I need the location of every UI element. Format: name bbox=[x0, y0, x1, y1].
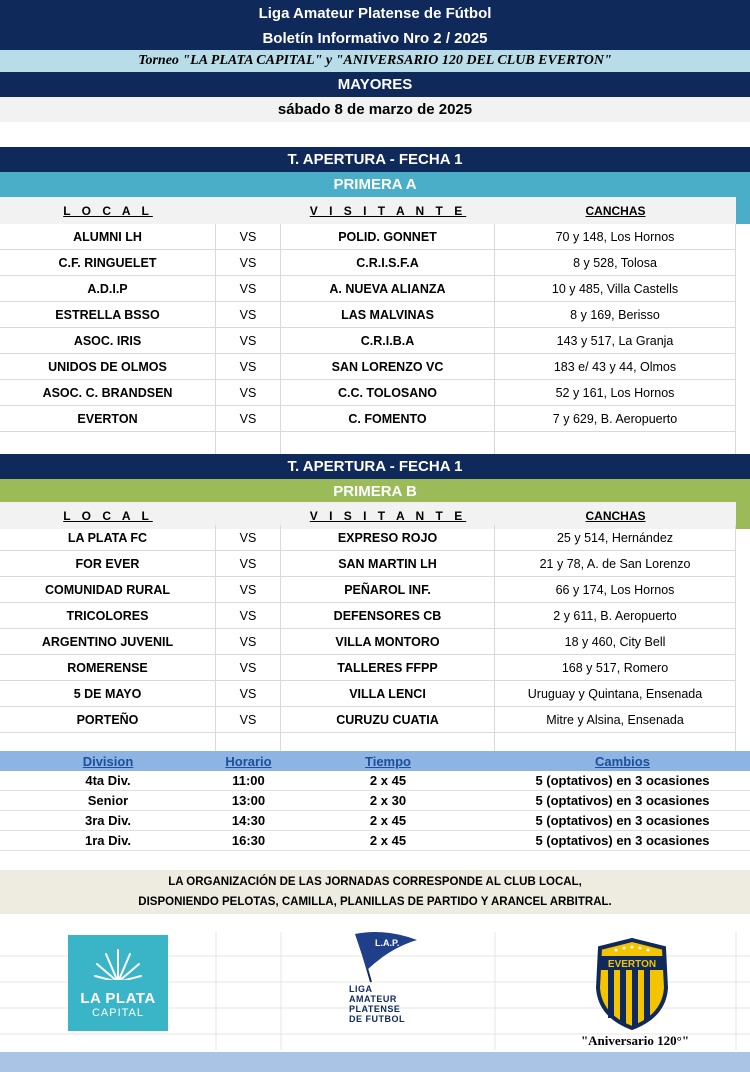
match-row bbox=[0, 406, 736, 432]
time-cell: 14:30 bbox=[231, 813, 266, 828]
col-local: L O C A L bbox=[63, 203, 153, 218]
visitor-team: C.C. TOLOSANO bbox=[281, 380, 495, 405]
vs-label: VS bbox=[216, 406, 281, 431]
vs-label: VS bbox=[216, 224, 281, 249]
local-team: ROMERENSE bbox=[0, 655, 216, 680]
match-row bbox=[0, 707, 736, 733]
division-cell: 1ra Div. bbox=[84, 833, 131, 848]
visitor-team: VILLA LENCI bbox=[281, 681, 495, 706]
vs-label: VS bbox=[216, 302, 281, 327]
lap-line-3: PLATENSE bbox=[349, 1004, 401, 1014]
match-date: sábado 8 de marzo de 2025 bbox=[0, 97, 750, 122]
visitor-team: C.R.I.S.F.A bbox=[281, 250, 495, 275]
everton-shield-icon bbox=[592, 938, 672, 1030]
lap-logo-text bbox=[349, 984, 405, 1024]
field-location: 21 y 78, A. de San Lorenzo bbox=[495, 551, 736, 576]
schedule-row bbox=[0, 771, 750, 791]
primera-b-title: PRIMERA B bbox=[0, 479, 750, 504]
visitor-team: SAN LORENZO VC bbox=[281, 354, 495, 379]
field-location: 70 y 148, Los Hornos bbox=[495, 224, 736, 249]
field-location: Mitre y Alsina, Ensenada bbox=[495, 707, 736, 732]
vs-label: VS bbox=[216, 525, 281, 550]
changes-cell: 5 (optativos) en 3 ocasiones bbox=[535, 813, 710, 828]
primera-a-accent bbox=[736, 197, 750, 224]
match-row bbox=[0, 551, 736, 577]
division-cell: 3ra Div. bbox=[84, 813, 131, 828]
match-row bbox=[0, 577, 736, 603]
local-team: ESTRELLA BSSO bbox=[0, 302, 216, 327]
lap-line-1: LIGA bbox=[349, 984, 373, 994]
duration-cell: 2 x 45 bbox=[369, 773, 407, 788]
everton-caption: "Aniversario 120°" bbox=[580, 1033, 690, 1048]
schedule-col-changes: Cambios bbox=[595, 753, 650, 769]
primera-a-stage: T. APERTURA - FECHA 1 bbox=[0, 147, 750, 172]
visitor-team: VILLA MONTORO bbox=[281, 629, 495, 654]
col-field: CANCHAS bbox=[585, 508, 646, 523]
la-plata-logo-line1: LA PLATA bbox=[80, 990, 156, 1007]
match-row bbox=[0, 224, 736, 250]
footer-bar bbox=[0, 1052, 750, 1072]
primera-b-stage: T. APERTURA - FECHA 1 bbox=[0, 454, 750, 479]
match-row bbox=[0, 380, 736, 406]
primera-b-accent bbox=[736, 502, 750, 529]
schedule-col-duration: Tiempo bbox=[365, 753, 411, 769]
vs-label: VS bbox=[216, 250, 281, 275]
visitor-team: EXPRESO ROJO bbox=[281, 525, 495, 550]
time-cell: 11:00 bbox=[232, 773, 265, 788]
schedule-row bbox=[0, 831, 750, 851]
local-team: FOR EVER bbox=[0, 551, 216, 576]
schedule-row bbox=[0, 791, 750, 811]
lap-logo bbox=[345, 930, 435, 1035]
match-row bbox=[0, 328, 736, 354]
visitor-team: PEÑAROL INF. bbox=[281, 577, 495, 602]
lap-line-4: DE FUTBOL bbox=[349, 1014, 405, 1024]
changes-cell: 5 (optativos) en 3 ocasiones bbox=[535, 793, 710, 808]
col-local: L O C A L bbox=[63, 508, 153, 523]
field-location: 8 y 169, Berisso bbox=[495, 302, 736, 327]
col-visitor: V I S I T A N T E bbox=[309, 508, 467, 523]
vs-label: VS bbox=[216, 629, 281, 654]
field-location: 8 y 528, Tolosa bbox=[495, 250, 736, 275]
match-row bbox=[0, 250, 736, 276]
duration-cell: 2 x 45 bbox=[369, 833, 407, 848]
field-location: 66 y 174, Los Hornos bbox=[495, 577, 736, 602]
local-team: 5 DE MAYO bbox=[0, 681, 216, 706]
note-line-2: DISPONIENDO PELOTAS, CAMILLA, PLANILLAS DE PARTIDO Y ARANCEL ARBITRAL. bbox=[138, 896, 612, 908]
local-team: ASOC. IRIS bbox=[0, 328, 216, 353]
everton-shield-text: EVERTON bbox=[607, 959, 657, 970]
match-row bbox=[0, 655, 736, 681]
field-location: Uruguay y Quintana, Ensenada bbox=[495, 681, 736, 706]
local-team: ASOC. C. BRANDSEN bbox=[0, 380, 216, 405]
vs-label: VS bbox=[216, 603, 281, 628]
vs-label: VS bbox=[216, 380, 281, 405]
match-row bbox=[0, 354, 736, 380]
tournament-title: Torneo "LA PLATA CAPITAL" y "ANIVERSARIO 120 DEL CLUB EVERTON" bbox=[0, 50, 750, 72]
vs-label: VS bbox=[216, 276, 281, 301]
schedule-col-time: Horario bbox=[225, 753, 272, 769]
field-location: 183 e/ 43 y 44, Olmos bbox=[495, 354, 736, 379]
local-team: A.D.I.P bbox=[0, 276, 216, 301]
field-location: 2 y 611, B. Aeropuerto bbox=[495, 603, 736, 628]
match-row bbox=[0, 629, 736, 655]
match-row bbox=[0, 681, 736, 707]
visitor-team: CURUZU CUATIA bbox=[281, 707, 495, 732]
local-team: TRICOLORES bbox=[0, 603, 216, 628]
visitor-team: LAS MALVINAS bbox=[281, 302, 495, 327]
duration-cell: 2 x 45 bbox=[369, 813, 407, 828]
primera-a-column-headers bbox=[0, 197, 736, 224]
visitor-team: SAN MARTIN LH bbox=[281, 551, 495, 576]
match-row bbox=[0, 525, 736, 551]
col-visitor: V I S I T A N T E bbox=[309, 203, 467, 218]
field-location: 52 y 161, Los Hornos bbox=[495, 380, 736, 405]
primera-a-title: PRIMERA A bbox=[0, 172, 750, 197]
lap-flag-text: L.A.P. bbox=[375, 938, 400, 948]
pennant-flag-icon bbox=[345, 930, 425, 985]
field-location: 25 y 514, Hernández bbox=[495, 525, 736, 550]
visitor-team: C. FOMENTO bbox=[281, 406, 495, 431]
vs-label: VS bbox=[216, 551, 281, 576]
time-cell: 13:00 bbox=[231, 793, 266, 808]
local-team: ALUMNI LH bbox=[0, 224, 216, 249]
visitor-team: POLID. GONNET bbox=[281, 224, 495, 249]
match-row bbox=[0, 276, 736, 302]
field-location: 168 y 517, Romero bbox=[495, 655, 736, 680]
la-plata-logo-line2: CAPITAL bbox=[91, 1007, 145, 1019]
visitor-team: A. NUEVA ALIANZA bbox=[281, 276, 495, 301]
division-cell: 4ta Div. bbox=[85, 773, 131, 788]
local-team: LA PLATA FC bbox=[0, 525, 216, 550]
local-team: COMUNIDAD RURAL bbox=[0, 577, 216, 602]
local-team: C.F. RINGUELET bbox=[0, 250, 216, 275]
lap-line-2: AMATEUR bbox=[349, 994, 397, 1004]
field-location: 18 y 460, City Bell bbox=[495, 629, 736, 654]
division-cell: Senior bbox=[87, 793, 129, 808]
schedule-table bbox=[0, 751, 750, 851]
field-location: 10 y 485, Villa Castells bbox=[495, 276, 736, 301]
category-title: MAYORES bbox=[0, 72, 750, 97]
field-location: 7 y 629, B. Aeropuerto bbox=[495, 406, 736, 431]
local-team: UNIDOS DE OLMOS bbox=[0, 354, 216, 379]
note-line-1: LA ORGANIZACIÓN DE LAS JORNADAS CORRESPONDE AL CLUB LOCAL, bbox=[168, 876, 582, 888]
field-location: 143 y 517, La Granja bbox=[495, 328, 736, 353]
primera-b-table bbox=[0, 525, 736, 759]
duration-cell: 2 x 30 bbox=[369, 793, 407, 808]
local-team: ARGENTINO JUVENIL bbox=[0, 629, 216, 654]
vs-label: VS bbox=[216, 707, 281, 732]
visitor-team: TALLERES FFPP bbox=[281, 655, 495, 680]
bulletin-title: Boletín Informativo Nro 2 / 2025 bbox=[0, 27, 750, 50]
col-field: CANCHAS bbox=[585, 203, 646, 218]
changes-cell: 5 (optativos) en 3 ocasiones bbox=[535, 773, 710, 788]
organization-note bbox=[0, 870, 750, 914]
league-title: Liga Amateur Platense de Fútbol bbox=[0, 0, 750, 27]
local-team: EVERTON bbox=[0, 406, 216, 431]
visitor-team: DEFENSORES CB bbox=[281, 603, 495, 628]
schedule-header bbox=[0, 751, 750, 771]
schedule-col-division: Division bbox=[82, 753, 134, 769]
time-cell: 16:30 bbox=[231, 833, 266, 848]
visitor-team: C.R.I.B.A bbox=[281, 328, 495, 353]
la-plata-capital-logo bbox=[68, 935, 168, 1031]
sun-rays-icon bbox=[93, 946, 143, 986]
vs-label: VS bbox=[216, 655, 281, 680]
match-row bbox=[0, 302, 736, 328]
vs-label: VS bbox=[216, 354, 281, 379]
local-team: PORTEÑO bbox=[0, 707, 216, 732]
changes-cell: 5 (optativos) en 3 ocasiones bbox=[535, 833, 710, 848]
primera-a-table bbox=[0, 224, 736, 458]
vs-label: VS bbox=[216, 577, 281, 602]
vs-label: VS bbox=[216, 328, 281, 353]
vs-label: VS bbox=[216, 681, 281, 706]
schedule-row bbox=[0, 811, 750, 831]
match-row bbox=[0, 603, 736, 629]
